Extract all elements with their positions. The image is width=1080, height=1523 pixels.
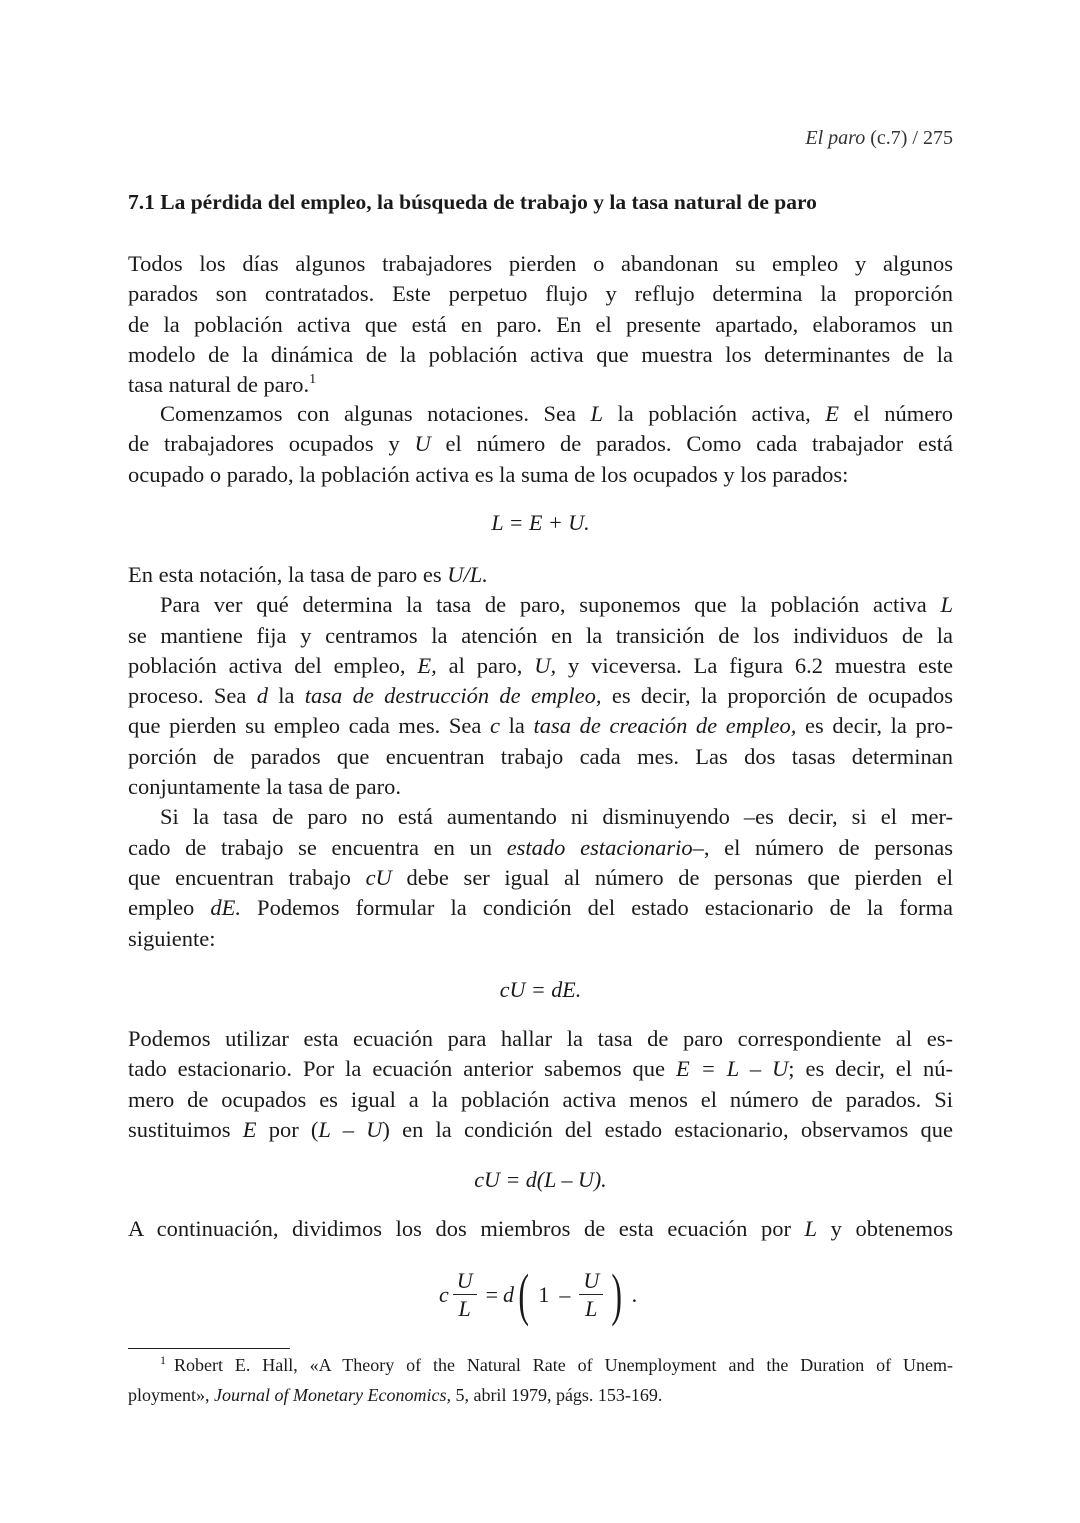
italic-text: L – U [318,1116,383,1142]
page-number: 275 [923,127,953,149]
numerator: U [579,1268,603,1295]
text-run: ; es decir, el nú- [788,1056,953,1082]
text-line [128,279,953,309]
text-run: proceso. Sea [128,683,257,709]
text-run: porción de parados que encuentran trabajo cada mes. Las dos tasas determinan [128,743,953,769]
text-run: debe ser igual al número de personas que pierden el [391,864,953,890]
text-run: Para ver qué determina la tasa de paro, suponemos que la población activa [160,592,941,618]
text-line [128,560,953,590]
text-line [128,1024,953,1054]
italic-text: tasa de creación de empleo, [533,713,797,739]
text-line [128,310,953,340]
text-run: Podemos utilizar esta ecuación para hallar la tasa de paro correspondiente al es- [128,1026,953,1051]
italic-text: L [804,1216,818,1241]
text-run: se mantiene fija y centramos la atención en la transición de los individuos de la [128,622,953,648]
text-line [128,711,953,741]
italic-text: U/L. [447,562,488,587]
text-run: y viceversa. La figura 6.2 muestra este [556,652,954,678]
text-run: la población activa, [603,401,826,426]
fraction-equation [128,1262,953,1328]
italic-text: dE. [210,895,241,921]
text-line [128,590,953,620]
text-run: conjuntamente la tasa de paro. [128,774,402,800]
running-head [128,124,953,152]
fraction [453,1268,477,1323]
italic-text: c [490,713,501,739]
text-line [128,399,953,429]
text-run: de trabajadores ocupados y [128,431,415,457]
section-heading: 7.1 La pérdida del empleo, la búsqueda de trabajo y la tasa natural de paro [128,190,817,214]
text-run: la [267,683,305,709]
italic-text: L [940,592,953,618]
text-line [128,802,953,832]
left-paren: ( [518,1262,529,1327]
text-run: empleo [128,895,211,921]
text-line [128,863,953,893]
text-run: Si la tasa de paro no está aumentando ni disminuyendo –es decir, si el mer- [160,804,953,830]
text-run: el número [839,401,954,426]
eq-symbol: . [631,1282,638,1307]
text-run: Comenzamos con algunas notaciones. Sea [160,401,591,426]
text-run: Robert E. Hall, «A Theory of the Natural Rate of Unemployment and the Duration of Unem- [174,1355,953,1375]
text-run: cado de trabajo se encuentra en un [128,834,507,860]
text-run: A continuación, dividimos los dos miembros de esta ecuación por [128,1216,805,1241]
italic-text: U [414,431,431,457]
text-line [128,249,953,279]
text-line [128,772,953,802]
text-line [128,1054,953,1084]
text-line [128,681,953,711]
text-line [128,429,953,459]
text-line [128,1353,953,1383]
text-run: y obtenemos [817,1216,953,1241]
text-run: ocupado o parado, la población activa es la suma de los ocupados y los parados: [128,461,849,487]
italic-text: Journal of Monetary Economics, [214,1385,451,1406]
text-run: la [500,713,534,739]
text-line [128,460,953,490]
paragraph [128,1214,953,1244]
italic-text: E, [417,652,437,678]
text-line [128,340,953,370]
eq-symbol: = [485,1282,499,1307]
text-run: al paro, [436,652,535,678]
paragraph [128,1024,953,1145]
footnote-marker: 1 [160,1353,166,1367]
text-line [128,370,953,400]
equation: cU = d(L – U). [474,1167,607,1192]
paragraph [128,399,953,490]
text-line [128,621,953,651]
chapter-title: El paro [805,127,866,149]
text-line [128,833,953,863]
text-run: Podemos formular la condición del estado estacionario de la forma [240,895,953,921]
equation: L = E + U. [491,510,590,535]
text-run: ) en la condición del estado estacionario, observamos que [382,1116,953,1142]
paragraph [128,560,953,954]
text-run: parados son contratados. Este perpetuo flujo y reflujo determina la proporción [128,281,953,307]
text-line [128,742,953,772]
equation: cU = dE. [499,977,582,1002]
text-run: es decir, la pro- [796,713,953,739]
footnote-marker: 1 [309,372,317,388]
italic-text: cU [365,864,392,890]
eq-symbol: – [559,1282,571,1307]
text-line [128,651,953,681]
italic-text: U, [534,652,557,678]
text-line [128,1115,953,1145]
text-run: modelo de la dinámica de la población activa que muestra los determinantes de la [128,341,953,367]
text-run: por ( [256,1116,319,1142]
italic-text: L [590,401,604,426]
text-run: tasa natural de paro. [128,372,310,398]
denominator: L [458,1295,471,1321]
eq-symbol: 1 [538,1282,550,1307]
footnote-divider [128,1348,290,1349]
eq-symbol: d [503,1282,515,1307]
italic-text: d [256,683,268,709]
text-run: población activa del empleo, [128,652,418,678]
text-run: ployment», [128,1385,214,1406]
text-run: de la población activa que está en paro. En el presente apartado, elaboramos un [128,311,953,337]
footnote [128,1353,953,1414]
chapter-ref: (c.7) / [865,127,923,149]
italic-text: E = L – U [675,1056,789,1082]
text-line [128,1085,953,1115]
denominator: L [585,1295,598,1321]
text-run: sustituimos [128,1116,243,1142]
text-run: tado estacionario. Por la ecuación anterior sabemos que [128,1056,676,1082]
italic-text: E [242,1116,257,1142]
text-line [128,1383,953,1413]
numerator: U [453,1268,477,1295]
paragraph [128,249,953,400]
text-line [128,893,953,923]
eq-symbol: c [438,1282,449,1307]
text-line [128,924,953,954]
text-run: es decir, la proporción de ocupados [601,683,953,709]
text-run: Todos los días algunos trabajadores pierden o abandonan su empleo y algunos [128,251,953,276]
text-run: que encuentran trabajo [128,864,366,890]
text-run: 5, abril 1979, págs. 153-169. [450,1385,663,1406]
text-run: que pierden su empleo cada mes. Sea [128,713,491,739]
italic-text: E [825,401,840,426]
text-run: En esta notación, la tasa de paro es [128,562,448,587]
text-line [128,1214,953,1244]
fraction [579,1268,603,1323]
text-run: el número de parados. Como cada trabajador está [430,431,953,457]
text-run: siguiente: [128,925,216,951]
italic-text: tasa de destrucción de empleo, [304,683,602,709]
right-paren: ) [611,1262,623,1327]
text-run: mero de ocupados es igual a la población activa menos el número de parados. Si [128,1086,953,1112]
italic-text: estado estacionario [506,834,693,860]
text-run: –, el número de personas [692,834,954,860]
